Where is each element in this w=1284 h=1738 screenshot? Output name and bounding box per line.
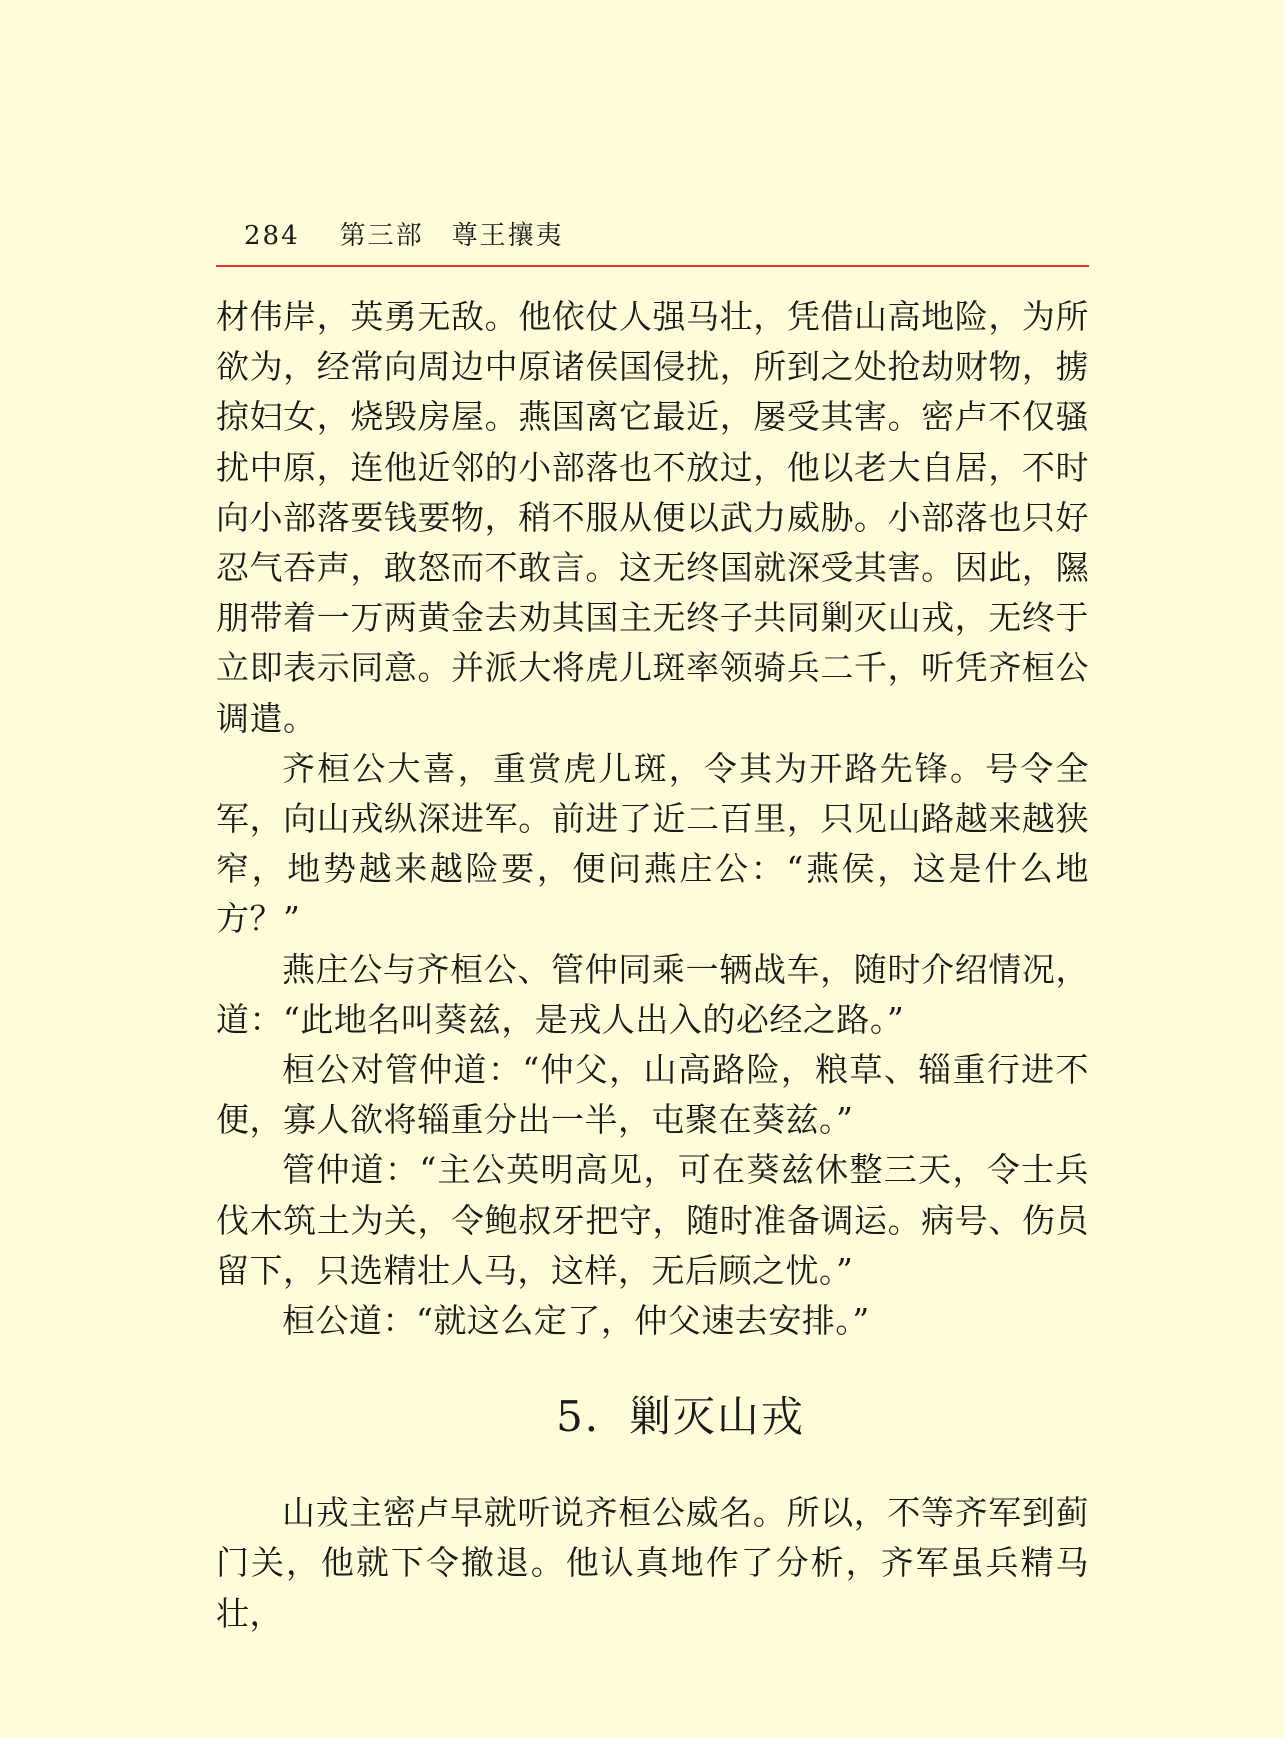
paragraph: 山戎主密卢早就听说齐桓公威名。所以，不等齐军到蓟门关，他就下令撤退。他认真地作了分析，齐军虽兵精马壮， (216, 1493, 1089, 1633)
paragraph: 齐桓公大喜，重赏虎儿斑，令其为开路先锋。号令全军，向山戎纵深进军。前进了近二百里，只见山路越来越狭窄，地势越来越险要，便问燕庄公：“燕侯，这是什么地方？” (216, 748, 1089, 939)
part-label: 第三部 (339, 221, 424, 251)
header-rule (216, 265, 1089, 267)
section-heading: 5．剿灭山戎 (556, 1392, 805, 1442)
body-text (216, 292, 1089, 1639)
paragraph: 燕庄公与齐桓公、管仲同乘一辆战车，随时介绍情况，道：“此地名叫葵兹，是戎人出入的必经之路。” (216, 949, 1089, 1039)
book-page (216, 0, 1089, 1738)
paragraph: 材伟岸，英勇无敌。他依仗人强马壮，凭借山高地险，为所欲为，经常向周边中原诸侯国侵扰，所到之处抢劫财物，掳掠妇女，烧毁房屋。燕国离它最近，屡受其害。密卢不仅骚扰中原，连他近邻的小部落也不放过，他以老大自居，不时向小部落要钱要物，稍不服从便以武力威胁。小部落也只好忍气吞声，敢怒而不敢言。这无终国就深受其害。因此，隰朋带着一万两黄金去劝其国主无终子共同剿灭山戎，无终于立即表示同意。并派大将虎儿斑率领骑兵二千，听凭齐桓公调遣。 (216, 297, 1089, 738)
paragraph: 管仲道：“主公英明高见，可在葵兹休整三天，令士兵伐木筑土为关，令鲍叔牙把守，随时准备调运。病号、伤员留下，只选精壮人马，这样，无后顾之忧。” (216, 1150, 1089, 1290)
paragraph: 桓公对管仲道：“仲父，山高路险，粮草、辎重行进不便，寡人欲将辎重分出一半，屯聚在葵兹。” (216, 1050, 1089, 1140)
page-number: 284 (244, 221, 300, 251)
part-title: 尊王攘夷 (451, 221, 564, 251)
paragraph: 桓公道：“就这么定了，仲父速去安排。” (282, 1301, 870, 1341)
running-header (244, 218, 564, 254)
